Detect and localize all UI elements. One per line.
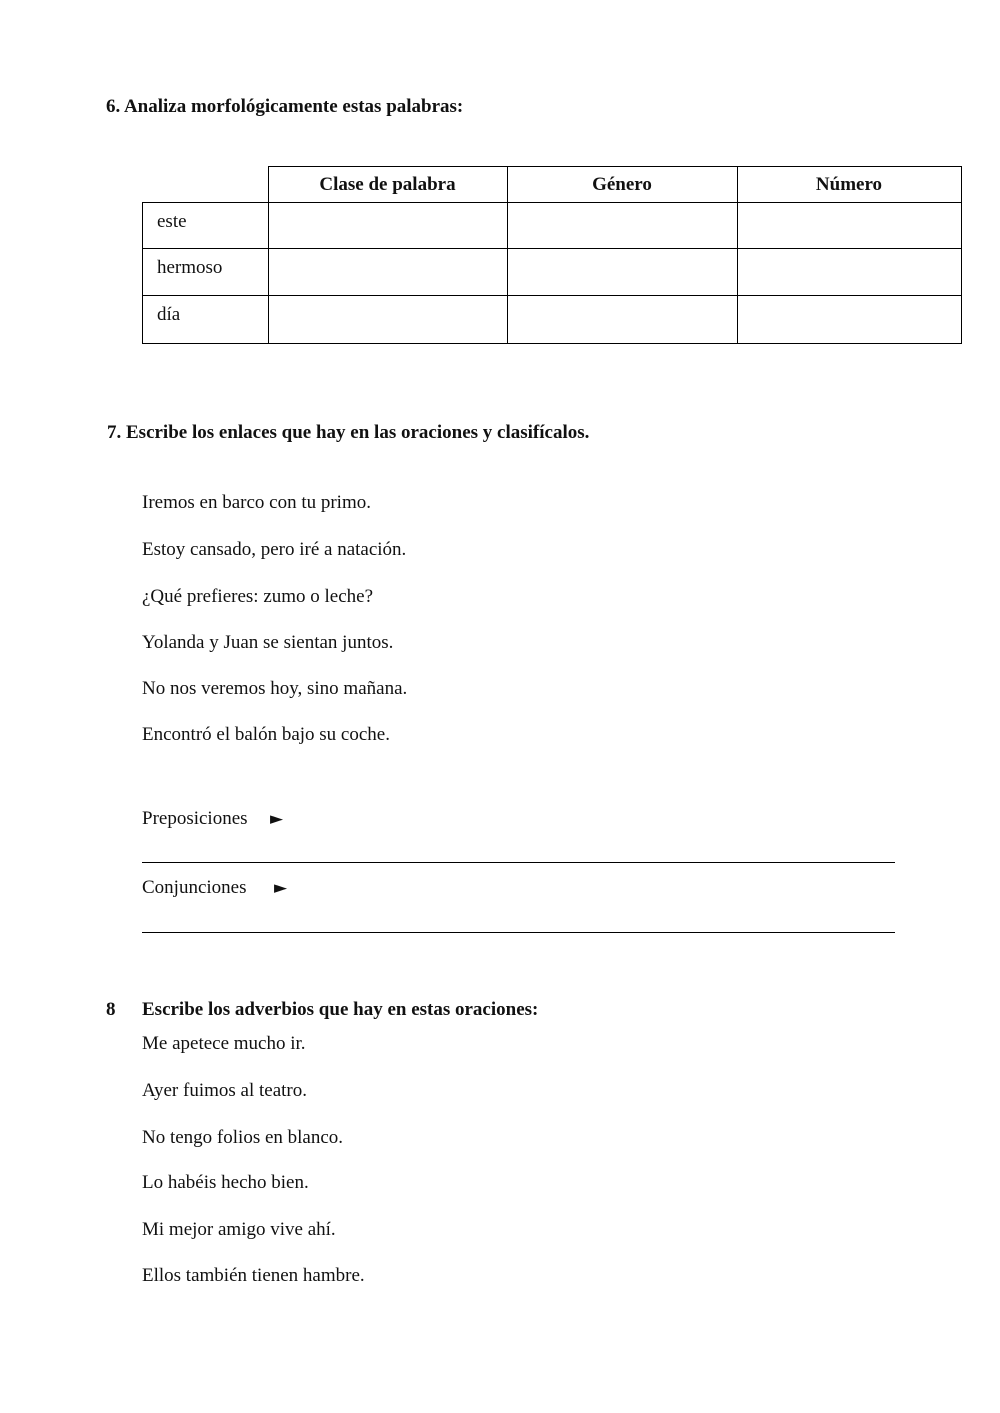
table-header-row — [143, 167, 962, 203]
conjunctions-label: Conjunciones — [142, 877, 247, 898]
sentence: Ellos también tienen hambre. — [142, 1265, 365, 1286]
sentence: Yolanda y Juan se sientan juntos. — [142, 632, 394, 653]
morphology-table — [142, 166, 962, 344]
sentence: Ayer fuimos al teatro. — [142, 1080, 307, 1101]
row-label-dia: día — [143, 296, 269, 344]
exercise-6-title: 6. Analiza morfológicamente estas palabras: — [106, 96, 464, 117]
answer-cell[interactable] — [737, 203, 961, 249]
answer-cell[interactable] — [507, 203, 737, 249]
sentence: No nos veremos hoy, sino mañana. — [142, 678, 408, 699]
sentence: Mi mejor amigo vive ahí. — [142, 1219, 336, 1240]
prepositions-label: Preposiciones — [142, 808, 248, 829]
answer-cell[interactable] — [507, 296, 737, 344]
sentence: Me apetece mucho ir. — [142, 1033, 306, 1054]
table-row — [143, 296, 962, 344]
header-clase-de-palabra: Clase de palabra — [268, 167, 507, 203]
answer-cell[interactable] — [268, 203, 507, 249]
right-arrow-icon: ► — [274, 878, 288, 898]
header-numero: Número — [737, 167, 961, 203]
answer-cell[interactable] — [268, 296, 507, 344]
table-row — [143, 249, 962, 296]
row-label-este: este — [143, 203, 269, 249]
sentence: Encontró el balón bajo su coche. — [142, 724, 390, 745]
row-label-hermoso: hermoso — [143, 249, 269, 296]
table-corner-cell — [143, 167, 269, 203]
conjunctions-answer-line[interactable] — [142, 932, 895, 933]
sentence: Iremos en barco con tu primo. — [142, 492, 371, 513]
answer-cell[interactable] — [737, 296, 961, 344]
answer-cell[interactable] — [737, 249, 961, 296]
exercise-8-title: Escribe los adverbios que hay en estas oraciones: — [142, 999, 539, 1020]
sentence: Estoy cansado, pero iré a natación. — [142, 539, 407, 560]
table-row — [143, 203, 962, 249]
exercise-7-title: 7. Escribe los enlaces que hay en las oraciones y clasifícalos. — [107, 422, 590, 443]
prepositions-answer-line[interactable] — [142, 862, 895, 863]
right-arrow-icon: ► — [270, 809, 284, 829]
sentence: ¿Qué prefieres: zumo o leche? — [142, 586, 374, 607]
answer-cell[interactable] — [507, 249, 737, 296]
sentence: No tengo folios en blanco. — [142, 1127, 344, 1148]
sentence: Lo habéis hecho bien. — [142, 1172, 309, 1193]
exercise-8-number: 8 — [106, 999, 116, 1020]
answer-cell[interactable] — [268, 249, 507, 296]
header-genero: Género — [507, 167, 737, 203]
